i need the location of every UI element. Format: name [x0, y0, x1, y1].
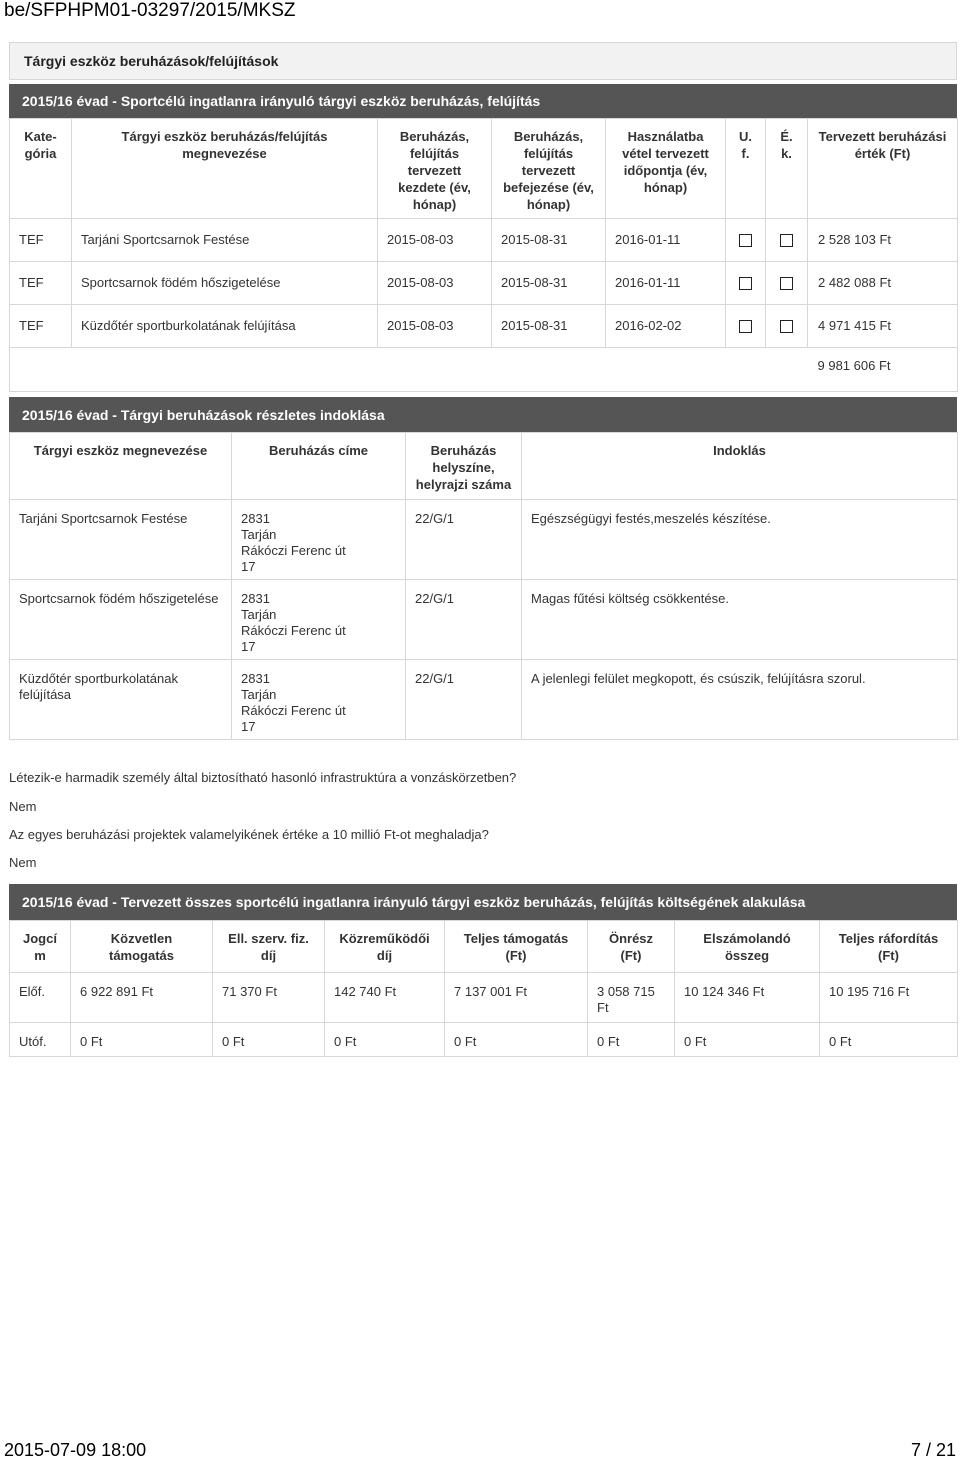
value-cell: 2 482 088 Ft	[808, 262, 958, 305]
page-footer	[4, 1440, 956, 1461]
address-cell: 2831 Tarján Rákóczi Ferenc út 17	[232, 580, 406, 660]
category-cell: TEF	[10, 262, 72, 305]
reason-cell: A jelenlegi felület megkopott, és csúszik, felújításra szorul.	[522, 660, 958, 740]
table3-header-0: Jogcí m	[10, 921, 71, 973]
address-cell: 2831 Tarján Rákóczi Ferenc út 17	[232, 660, 406, 740]
cost-cell: 0 Ft	[820, 1023, 958, 1057]
cost-cell: 0 Ft	[445, 1023, 588, 1057]
table1-header-0: Kate- gória	[10, 119, 72, 219]
end-date-cell: 2015-08-31	[492, 219, 606, 262]
section-title: Tárgyi eszköz beruházások/felújítások	[9, 42, 957, 80]
table2-header-2: Beruházás helyszíne, helyrajzi száma	[406, 433, 522, 500]
cost-cell: Utóf.	[10, 1023, 71, 1057]
cost-cell: 142 740 Ft	[325, 973, 445, 1023]
use-date-cell: 2016-02-02	[606, 305, 726, 348]
value-cell: 4 971 415 Ft	[808, 305, 958, 348]
table1-header-4: Használatba vétel tervezett időpontja (év, hónap)	[606, 119, 726, 219]
table1-header-7: Tervezett beruházási érték (Ft)	[808, 119, 958, 219]
ek-cell	[766, 305, 808, 348]
use-date-cell: 2016-01-11	[606, 262, 726, 305]
justification-table	[9, 432, 958, 740]
name-cell: Sportcsarnok födém hőszigetelése	[72, 262, 378, 305]
cost-cell: 10 124 346 Ft	[675, 973, 820, 1023]
table2-header-3: Indoklás	[522, 433, 958, 500]
uf-checkbox[interactable]	[739, 320, 752, 333]
investment-table	[9, 118, 958, 392]
category-cell: TEF	[10, 305, 72, 348]
table-row	[10, 580, 958, 660]
table1-header-1: Tárgyi eszköz beruházás/felújítás megnevezése	[72, 119, 378, 219]
total-row	[10, 348, 958, 392]
cost-cell: 7 137 001 Ft	[445, 973, 588, 1023]
reason-cell: Magas fűtési költség csökkentése.	[522, 580, 958, 660]
ek-cell	[766, 219, 808, 262]
cost-cell: 0 Ft	[213, 1023, 325, 1057]
start-date-cell: 2015-08-03	[378, 262, 492, 305]
cost-cell: 10 195 716 Ft	[820, 973, 958, 1023]
total-value: 9 981 606 Ft	[808, 348, 958, 392]
asset-name-cell: Küzdőtér sportburkolatának felújítása	[10, 660, 232, 740]
address-cell: 2831 Tarján Rákóczi Ferenc út 17	[232, 500, 406, 580]
name-cell: Küzdőtér sportburkolatának felújítása	[72, 305, 378, 348]
footer-timestamp: 2015-07-09 18:00	[4, 1440, 147, 1460]
table3-header-3: Közreműködői díj	[325, 921, 445, 973]
table3-header-4: Teljes támogatás (Ft)	[445, 921, 588, 973]
cost-cell: 3 058 715 Ft	[588, 973, 675, 1023]
end-date-cell: 2015-08-31	[492, 305, 606, 348]
table-row	[10, 262, 958, 305]
question-1: Létezik-e harmadik személy által biztosítható hasonló infrastruktúra a vonzáskörzetben?	[9, 770, 517, 785]
category-cell: TEF	[10, 219, 72, 262]
cost-cell: 0 Ft	[675, 1023, 820, 1057]
uf-cell	[726, 219, 766, 262]
value-cell: 2 528 103 Ft	[808, 219, 958, 262]
parcel-cell: 22/G/1	[406, 500, 522, 580]
table3-title: 2015/16 évad - Tervezett összes sportcélú ingatlanra irányuló tárgyi eszköz beruházás, felújítás költségének alakulása	[9, 884, 957, 920]
uf-checkbox[interactable]	[739, 277, 752, 290]
table-row	[10, 1023, 958, 1057]
table2-title: 2015/16 évad - Tárgyi beruházások részletes indoklása	[9, 397, 957, 432]
cost-cell: 6 922 891 Ft	[71, 973, 213, 1023]
ek-cell	[766, 262, 808, 305]
uf-checkbox[interactable]	[739, 234, 752, 247]
table3-header-1: Közvetlen támogatás	[71, 921, 213, 973]
uf-cell	[726, 262, 766, 305]
reason-cell: Egészségügyi festés,meszelés készítése.	[522, 500, 958, 580]
table-row	[10, 305, 958, 348]
cost-cell: 0 Ft	[71, 1023, 213, 1057]
page-number: 7 / 21	[910, 1440, 956, 1460]
uf-cell	[726, 305, 766, 348]
table2-header-0: Tárgyi eszköz megnevezése	[10, 433, 232, 500]
start-date-cell: 2015-08-03	[378, 219, 492, 262]
cost-cell: 0 Ft	[325, 1023, 445, 1057]
parcel-cell: 22/G/1	[406, 580, 522, 660]
question-2: Az egyes beruházási projektek valamelyikének értéke a 10 millió Ft-ot meghaladja?	[9, 827, 489, 842]
cost-cell: 71 370 Ft	[213, 973, 325, 1023]
document-id: be/SFPHPM01-03297/2015/MKSZ	[4, 0, 296, 21]
name-cell: Tarjáni Sportcsarnok Festése	[72, 219, 378, 262]
start-date-cell: 2015-08-03	[378, 305, 492, 348]
table3-header-7: Teljes ráfordítás (Ft)	[820, 921, 958, 973]
table3-header-6: Elszámolandó összeg	[675, 921, 820, 973]
answer-1: Nem	[9, 799, 37, 814]
table2-header-1: Beruházás címe	[232, 433, 406, 500]
table-row	[10, 500, 958, 580]
use-date-cell: 2016-01-11	[606, 219, 726, 262]
parcel-cell: 22/G/1	[406, 660, 522, 740]
ek-checkbox[interactable]	[780, 277, 793, 290]
ek-checkbox[interactable]	[780, 320, 793, 333]
cost-table	[9, 920, 958, 1057]
ek-checkbox[interactable]	[780, 234, 793, 247]
table1-header-6: É. k.	[766, 119, 808, 219]
table1-header-5: U. f.	[726, 119, 766, 219]
table3-header-5: Önrész (Ft)	[588, 921, 675, 973]
cost-cell: 0 Ft	[588, 1023, 675, 1057]
cost-cell: Előf.	[10, 973, 71, 1023]
asset-name-cell: Tarjáni Sportcsarnok Festése	[10, 500, 232, 580]
table-row	[10, 973, 958, 1023]
table-row	[10, 219, 958, 262]
answer-2: Nem	[9, 855, 37, 870]
table-row	[10, 660, 958, 740]
table1-title: 2015/16 évad - Sportcélú ingatlanra irányuló tárgyi eszköz beruházás, felújítás	[9, 84, 957, 118]
table3-header-2: Ell. szerv. fiz. díj	[213, 921, 325, 973]
table1-header-3: Beruházás, felújítás tervezett befejezése (év, hónap)	[492, 119, 606, 219]
asset-name-cell: Sportcsarnok födém hőszigetelése	[10, 580, 232, 660]
table1-header-2: Beruházás, felújítás tervezett kezdete (év, hónap)	[378, 119, 492, 219]
end-date-cell: 2015-08-31	[492, 262, 606, 305]
